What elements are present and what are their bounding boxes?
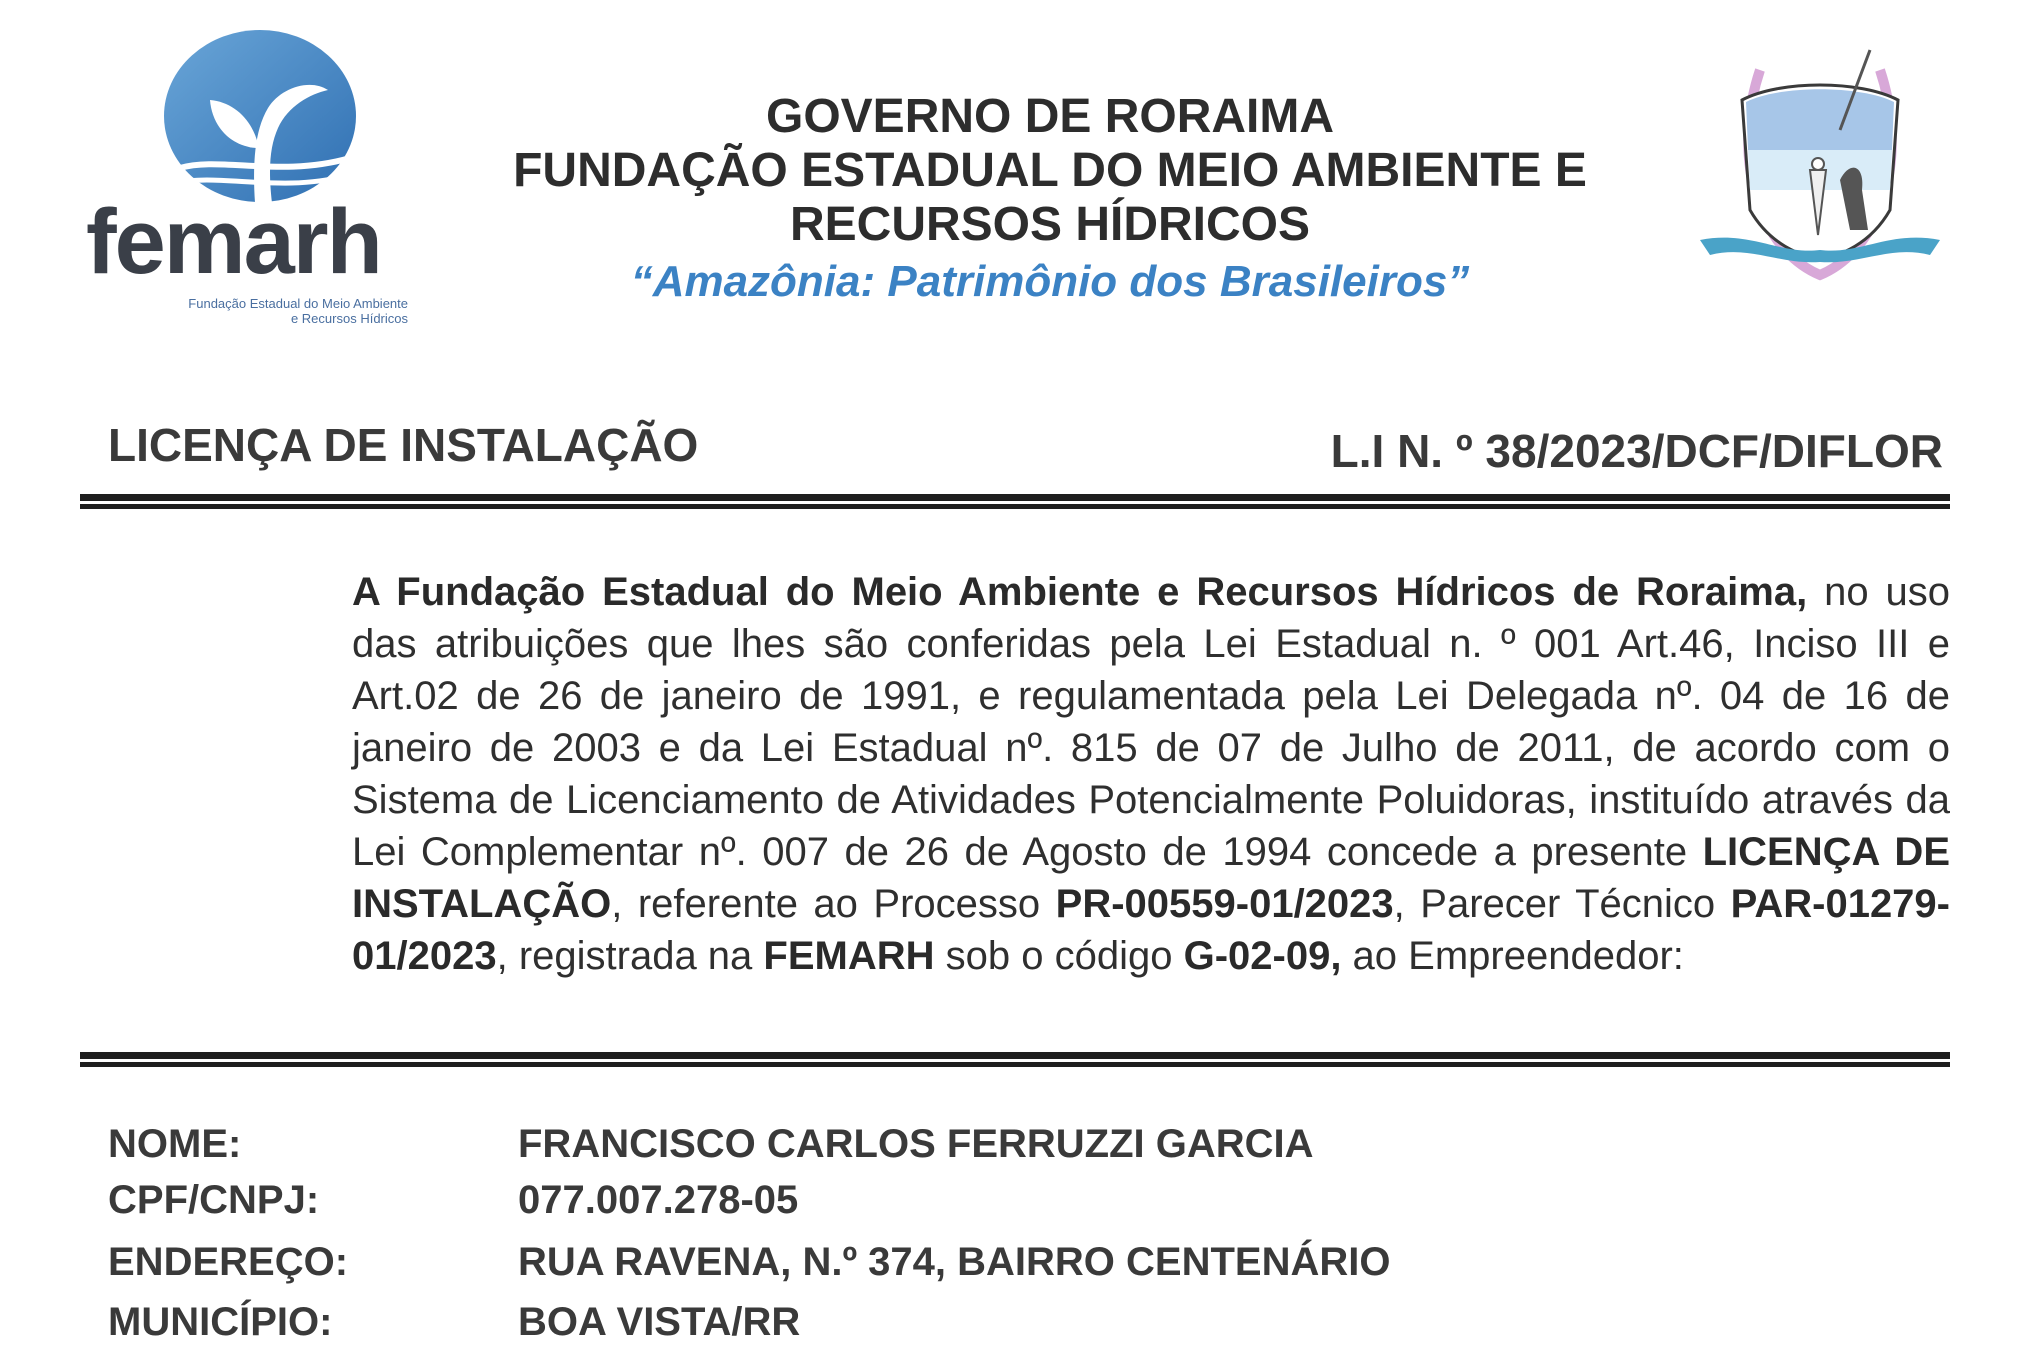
field-row-municipality	[108, 1300, 1908, 1356]
divider-top	[80, 494, 1950, 510]
field-row-name	[108, 1122, 1908, 1178]
header-foundation-line2: RECURSOS HÍDRICOS	[789, 198, 1311, 251]
logo-subtitle-line1: Fundação Estadual do Meio Ambiente	[188, 296, 408, 311]
femarh-leaf-icon	[160, 28, 360, 208]
paragraph-text: no uso das atribuições que lhes são conferidas pela Lei Estadual n. º 001 Art.46, Inciso III e Art.02 de 26 de janeiro de 1991, e regulamentada pela Lei Delegada nº. 04 de 16 de janeiro de 2003 e da Lei Estadual nº. 815 de 07 de Julho de 2011, de acordo com o Sistema de Licenciamento de Atividades Potencialmente Poluidoras, instituído através da Lei Complementar nº. 007 de 26 de Agosto de 1994 concede a presente	[352, 570, 1951, 874]
field-value: FRANCISCO CARLOS FERRUZZI GARCIA	[518, 1122, 1314, 1166]
paragraph-text: sob o código	[934, 934, 1184, 978]
process-number: PR-00559-01/2023	[1055, 882, 1394, 926]
logo-wordmark: femarh	[86, 191, 381, 293]
header-foundation-line1: FUNDAÇÃO ESTADUAL DO MEIO AMBIENTE E	[513, 144, 1587, 197]
field-label: NOME:	[108, 1122, 242, 1166]
field-row-cpf	[108, 1178, 1908, 1234]
field-value: RUA RAVENA, N.º 374, BAIRRO CENTENÁRIO	[518, 1240, 1391, 1284]
paragraph-text: , Parecer Técnico	[1393, 882, 1731, 926]
technical-opinion-number: PAR-01279-01/2023	[352, 882, 1950, 978]
field-value: 077.007.278-05	[518, 1178, 799, 1222]
logo-subtitle	[88, 296, 408, 326]
roraima-coat-of-arms	[1690, 40, 1950, 290]
field-label: MUNICÍPIO:	[108, 1300, 333, 1344]
paragraph-text: ao Empreendedor:	[1341, 934, 1684, 978]
divider-line	[80, 504, 1950, 509]
header-government: GOVERNO DE RORAIMA	[765, 90, 1335, 143]
femarh-logo	[80, 28, 410, 326]
document-title: LICENÇA DE INSTALAÇÃO	[108, 419, 699, 471]
registration-code: G-02-09,	[1183, 934, 1342, 978]
agency-name: FEMARH	[763, 934, 935, 978]
title-row	[108, 418, 1943, 478]
field-label: CPF/CNPJ:	[108, 1178, 320, 1222]
divider-line	[80, 494, 1950, 501]
field-value: BOA VISTA/RR	[518, 1300, 801, 1344]
divider-line	[80, 1052, 1950, 1059]
coat-of-arms-icon	[1690, 40, 1950, 290]
divider-line	[80, 1062, 1950, 1067]
document-number: L.I N. º 38/2023/DCF/DIFLOR	[1330, 425, 1943, 477]
logo-subtitle-line2: e Recursos Hídricos	[290, 311, 408, 326]
divider-middle	[80, 1052, 1950, 1068]
license-type: LICENÇA DE INSTALAÇÃO	[352, 830, 1951, 926]
document-header	[480, 90, 1620, 312]
field-label: ENDEREÇO:	[108, 1240, 349, 1284]
entrepreneur-details	[108, 1122, 1908, 1356]
paragraph-text: , referente ao Processo	[611, 882, 1056, 926]
issuing-institution: A Fundação Estadual do Meio Ambiente e Recursos Hídricos de Roraima,	[352, 570, 1808, 614]
header-motto: “Amazônia: Patrimônio dos Brasileiros”	[630, 257, 1470, 306]
license-paragraph	[352, 566, 1950, 982]
paragraph-text: , registrada na	[496, 934, 764, 978]
field-row-address	[108, 1240, 1908, 1300]
